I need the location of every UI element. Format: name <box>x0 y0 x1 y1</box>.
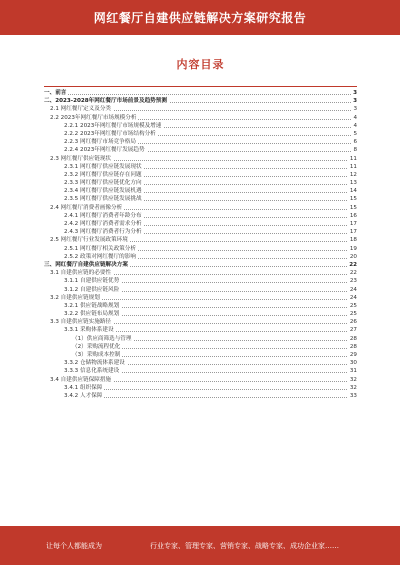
toc-divider <box>44 86 357 87</box>
toc-entry-title: 2.3.5 网红餐厅供应链发展挑战 <box>44 196 144 202</box>
header-bar <box>0 0 400 35</box>
toc-list <box>44 89 357 400</box>
toc-entry-title: 3.4.1 组织保障 <box>44 385 104 391</box>
report-title: 网红餐厅自建供应链解决方案研究报告 <box>93 11 307 25</box>
toc-entry[interactable] <box>44 212 357 220</box>
toc-entry[interactable] <box>44 392 357 400</box>
toc-entry[interactable] <box>44 384 357 392</box>
toc-entry-title: 2.5.2 政策对网红餐厅的影响 <box>44 254 138 260</box>
toc-entry-title: 2.2.1 2023年网红餐厅市场规模及增速 <box>44 123 163 129</box>
toc-entry-page: 28 <box>349 335 357 342</box>
toc-entry-page: 15 <box>349 196 357 203</box>
toc-entry-page: 5 <box>353 130 357 137</box>
toc-entry-page: 17 <box>349 221 357 227</box>
toc-entry[interactable] <box>44 105 357 113</box>
toc-entry-page: 32 <box>349 376 357 383</box>
toc-entry-title: 3.2 自建供应链规划 <box>44 295 102 301</box>
toc-title: 内容目录 <box>176 58 225 71</box>
toc-entry[interactable] <box>44 261 357 269</box>
toc-entry[interactable] <box>44 163 357 171</box>
toc-entry[interactable] <box>44 97 357 105</box>
toc-entry-title: 2.2.3 网红餐厅市场竞争格局 <box>44 139 138 145</box>
toc-entry-title: （3）采购成本控制 <box>44 352 122 358</box>
toc-entry[interactable] <box>44 367 357 375</box>
toc-entry-title: 3.4 自建供应链保障措施 <box>44 377 113 383</box>
toc-entry-page: 11 <box>349 155 357 162</box>
toc-entry[interactable] <box>44 269 357 277</box>
footer-bar <box>0 526 400 565</box>
toc-entry-page: 28 <box>349 343 357 350</box>
toc-entry-page: 20 <box>349 253 357 260</box>
toc-entry-title: 三、网红餐厅自建供应链解决方案 <box>44 261 128 268</box>
toc-entry[interactable] <box>44 245 357 253</box>
toc-entry-page: 6 <box>353 139 357 146</box>
toc-entry-page: 29 <box>349 352 357 358</box>
toc-entry-page: 12 <box>349 171 357 178</box>
toc-entry[interactable] <box>44 220 357 228</box>
toc-entry[interactable] <box>44 138 357 146</box>
toc-entry-page: 27 <box>349 327 357 334</box>
toc-entry-page: 24 <box>349 294 357 301</box>
toc-entry-title: 一、前言 <box>44 90 67 96</box>
toc-entry[interactable] <box>44 228 357 236</box>
toc-entry-title: 2.1 网红餐厅定义及分类 <box>44 106 113 112</box>
toc-entry[interactable] <box>44 155 357 163</box>
toc-entry-page: 4 <box>353 122 357 129</box>
toc-entry[interactable] <box>44 253 357 261</box>
toc-entry-page: 16 <box>349 212 357 219</box>
toc-entry-page: 14 <box>349 188 357 195</box>
toc-entry[interactable] <box>44 376 357 384</box>
toc-entry[interactable] <box>44 171 357 179</box>
toc-entry-title: 2.5 网红餐厅行业发展政策环境 <box>44 237 130 243</box>
toc-entry[interactable] <box>44 326 357 334</box>
toc-entry[interactable] <box>44 187 357 195</box>
toc-entry-title: 2.2 2023年网红餐厅市场规模分析 <box>44 115 138 121</box>
toc-entry-title: 2.5.1 网红餐厅相关政策分析 <box>44 246 138 252</box>
toc-entry-page: 4 <box>353 114 357 121</box>
toc-entry-title: 3.4.2 人才保障 <box>44 393 104 399</box>
toc-entry[interactable] <box>44 89 357 97</box>
toc-entry-title: 2.3.4 网红餐厅供应链发展机遇 <box>44 188 144 194</box>
toc-entry-title: 2.3.1 网红餐厅供应链发展现状 <box>44 164 144 170</box>
toc-entry-page: 32 <box>349 384 357 391</box>
toc-entry-page: 3 <box>353 98 357 105</box>
toc-entry[interactable] <box>44 294 357 302</box>
toc-entry-title: 3.3.3 信息化系统建设 <box>44 368 121 374</box>
leader-dots <box>44 94 357 95</box>
toc-entry-title: 二、2023-2028年网红餐厅市场前景及趋势预测 <box>44 98 167 105</box>
toc-entry-page: 11 <box>349 163 357 170</box>
toc-entry-page: 30 <box>349 360 357 367</box>
toc-entry-page: 15 <box>349 204 357 211</box>
toc-entry-page: 19 <box>349 245 357 252</box>
toc-entry-page: 17 <box>349 229 357 236</box>
toc-entry-title: 3.3 自建供应链实施路径 <box>44 319 113 325</box>
toc-page <box>32 38 369 526</box>
toc-entry-title: 2.4.2 网红餐厅消费者需求分析 <box>44 221 144 227</box>
toc-entry[interactable] <box>44 310 357 318</box>
toc-entry[interactable] <box>44 204 357 212</box>
toc-entry[interactable] <box>44 236 357 244</box>
toc-entry[interactable] <box>44 195 357 203</box>
toc-entry[interactable] <box>44 179 357 187</box>
toc-entry[interactable] <box>44 277 357 285</box>
toc-entry-page: 13 <box>349 180 357 187</box>
toc-entry-title: （2）采购流程优化 <box>44 344 122 350</box>
toc-entry-title: 2.2.2 2023年网红餐厅市场结构分析 <box>44 131 158 137</box>
toc-entry[interactable] <box>44 122 357 130</box>
toc-entry-title: 2.4.1 网红餐厅消费者年龄分布 <box>44 213 144 219</box>
toc-entry-title: 2.4 网红餐厅消费者画像分析 <box>44 205 124 211</box>
toc-entry-page: 3 <box>353 90 357 96</box>
toc-entry-title: 3.1.1 自建供应链优势 <box>44 278 121 284</box>
toc-entry[interactable] <box>44 114 357 122</box>
toc-entry-page: 25 <box>349 302 357 309</box>
toc-entry[interactable] <box>44 146 357 154</box>
toc-entry-page: 26 <box>349 319 357 326</box>
toc-entry[interactable] <box>44 130 357 138</box>
toc-entry-page: 8 <box>353 147 357 154</box>
toc-entry-page: 18 <box>349 237 357 244</box>
toc-entry-title: 2.3.2 网红餐厅供应链存在问题 <box>44 172 144 178</box>
toc-entry[interactable] <box>44 351 357 359</box>
footer-slogan-right: 行业专家、管理专家、营销专家、战略专家、成功企业家…… <box>150 542 339 550</box>
toc-entry-page: 24 <box>349 286 357 293</box>
toc-entry[interactable] <box>44 335 357 343</box>
toc-entry-title: 3.3.2 仓储物流体系建设 <box>44 360 127 366</box>
toc-entry-page: 23 <box>349 278 357 285</box>
toc-entry-title: （1）供应商筛选与管理 <box>44 336 134 342</box>
toc-entry[interactable] <box>44 318 357 326</box>
toc-entry[interactable] <box>44 359 357 367</box>
toc-entry-title: 2.2.4 2023年网红餐厅发展趋势 <box>44 147 147 153</box>
toc-entry-title: 2.3.3 网红餐厅供应链优化方向 <box>44 180 144 186</box>
toc-entry-page: 22 <box>349 270 357 277</box>
toc-entry-page: 22 <box>349 261 357 268</box>
toc-entry-title: 2.4.3 网红餐厅消费者行为分析 <box>44 229 144 235</box>
footer-slogan-left: 让每个人都能成为 <box>46 542 102 550</box>
toc-entry-title: 2.3 网红餐厅供应链现状 <box>44 156 113 162</box>
toc-entry[interactable] <box>44 286 357 294</box>
toc-entry-title: 3.1 自建供应链的必要性 <box>44 270 113 276</box>
toc-entry[interactable] <box>44 343 357 351</box>
toc-entry-page: 3 <box>353 106 357 113</box>
toc-entry-page: 33 <box>349 392 357 399</box>
toc-entry-title: 3.2.2 供应链布局规划 <box>44 311 121 317</box>
toc-entry-page: 25 <box>349 311 357 318</box>
toc-entry[interactable] <box>44 302 357 310</box>
toc-entry-title: 3.1.2 自建供应链风险 <box>44 287 121 293</box>
toc-entry-title: 3.2.1 供应链战略规划 <box>44 303 121 309</box>
toc-entry-title: 3.3.1 采购体系建设 <box>44 327 116 333</box>
toc-entry-page: 31 <box>349 368 357 375</box>
